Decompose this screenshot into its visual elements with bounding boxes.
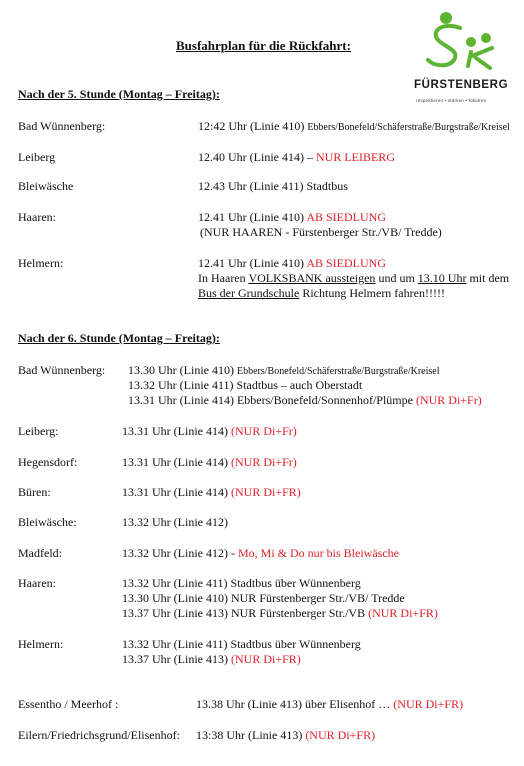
place-label: Madfeld: bbox=[18, 546, 62, 560]
schedule-entry: 13.37 Uhr (Linie 413) NUR Fürstenberger Str./VB (NUR Di+FR) bbox=[122, 606, 438, 620]
place-label: Hegensdorf: bbox=[18, 455, 78, 469]
place-label: Bleiwäsche bbox=[18, 179, 74, 193]
place-label: Bad Wünnenberg: bbox=[18, 363, 106, 377]
schedule-entry: 13.31 Uhr (Linie 414) Ebbers/Bonefeld/Sonnenhof/Plümpe (NUR Di+Fr) bbox=[128, 393, 482, 407]
logo-emblem-icon bbox=[414, 8, 504, 74]
schedule-entry: 12.41 Uhr (Linie 410) AB SIEDLUNG bbox=[198, 256, 386, 270]
schedule-entry: 13.32 Uhr (Linie 411) Stadtbus über Wünnenberg bbox=[122, 637, 361, 651]
schedule-entry: 13.37 Uhr (Linie 413) (NUR Di+FR) bbox=[122, 652, 301, 666]
place-label: Essentho / Meerhof : bbox=[18, 697, 119, 711]
schedule-note: Bus der Grundschule Richtung Helmern fahren!!!!! bbox=[198, 286, 445, 300]
place-label: Haaren: bbox=[18, 576, 56, 590]
page-title: Busfahrplan für die Rückfahrt: bbox=[176, 38, 351, 53]
schedule-entry: 13.38 Uhr (Linie 413) über Elisenhof … (NUR Di+FR) bbox=[196, 697, 464, 711]
schedule-entry: 13.30 Uhr (Linie 410) NUR Fürstenberger Str./VB/ Tredde bbox=[122, 591, 405, 605]
schedule-note: In Haaren VOLKSBANK aussteigen und um 13.10 Uhr mit dem bbox=[198, 271, 510, 285]
schedule-note: (NUR HAAREN - Fürstenberger Str./VB/ Tredde) bbox=[200, 225, 442, 239]
section-heading-6: Nach der 6. Stunde (Montag – Freitag): bbox=[18, 331, 220, 345]
schedule-entry: 12.41 Uhr (Linie 410) AB SIEDLUNG bbox=[198, 210, 386, 224]
place-label: Leiberg bbox=[18, 150, 56, 164]
schedule-entry: 13.31 Uhr (Linie 414) (NUR Di+Fr) bbox=[122, 424, 297, 438]
schedule-entry: 12:42 Uhr (Linie 410) Ebbers/Bonefeld/Schäferstraße/Burgstraße/Kreisel bbox=[198, 119, 510, 133]
section-heading-5: Nach der 5. Stunde (Montag – Freitag): bbox=[18, 87, 220, 101]
schedule-entry: 13.32 Uhr (Linie 411) Stadtbus über Wünnenberg bbox=[122, 576, 361, 590]
logo-name: FÜRSTENBERG bbox=[414, 79, 509, 91]
logo-tagline: respektieren • stärken • fokidren bbox=[416, 98, 487, 103]
schedule-entry: 12.43 Uhr (Linie 411) Stadtbus bbox=[198, 179, 348, 193]
schedule-entry: 13.32 Uhr (Linie 412) bbox=[122, 515, 228, 529]
place-label: Leiberg: bbox=[18, 424, 59, 438]
schedule-entry: 13.31 Uhr (Linie 414) (NUR Di+Fr) bbox=[122, 455, 297, 469]
schedule-entry: 12.40 Uhr (Linie 414) – NUR LEIBERG bbox=[198, 150, 395, 164]
schedule-entry: 13.31 Uhr (Linie 414) (NUR Di+FR) bbox=[122, 485, 301, 499]
schedule-entry: 13.30 Uhr (Linie 410) Ebbers/Bonefeld/Schäferstraße/Burgstraße/Kreisel bbox=[128, 363, 440, 377]
schedule-entry: 13.32 Uhr (Linie 411) Stadtbus – auch Oberstadt bbox=[128, 378, 363, 392]
place-label: Helmern: bbox=[18, 637, 64, 651]
place-label: Bad Wünnenberg: bbox=[18, 119, 106, 133]
place-label: Büren: bbox=[18, 485, 51, 499]
school-logo bbox=[414, 8, 509, 103]
place-label: Eilern/Friedrichsgrund/Elisenhof: bbox=[18, 728, 180, 742]
place-label: Helmern: bbox=[18, 256, 64, 270]
schedule-entry: 13.32 Uhr (Linie 412) - Mo, Mi & Do nur bis Bleiwäsche bbox=[122, 546, 399, 560]
schedule-entry: 13:38 Uhr (Linie 413) (NUR Di+FR) bbox=[196, 728, 376, 742]
place-label: Bleiwäsche: bbox=[18, 515, 77, 529]
place-label: Haaren: bbox=[18, 210, 56, 224]
